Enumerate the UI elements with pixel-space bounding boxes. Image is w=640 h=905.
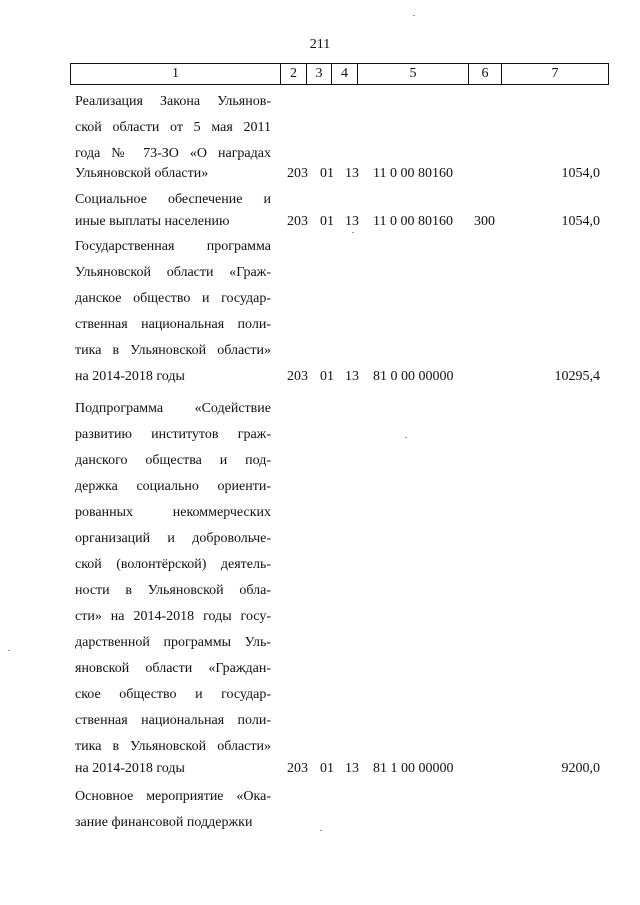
scan-speck bbox=[405, 437, 407, 438]
row-text-line: ской области от 5 мая 2011 bbox=[75, 120, 271, 135]
cell-col-4: 13 bbox=[345, 369, 359, 384]
row-text-line: Государственная программа bbox=[75, 239, 271, 254]
scan-speck bbox=[413, 15, 415, 16]
row-text-line: рованных некоммерческих bbox=[75, 505, 271, 520]
row-text-line: развитию институтов граж- bbox=[75, 427, 271, 442]
row-text-line: года № 73-ЗО «О наградах bbox=[75, 146, 271, 161]
row-text-line: на 2014-2018 годы bbox=[75, 761, 185, 776]
header-col-2: 2 bbox=[290, 66, 297, 81]
row-text-line: ственная национальная поли- bbox=[75, 713, 271, 728]
row-text-line: яновской области «Граждан- bbox=[75, 661, 271, 676]
cell-col-3: 01 bbox=[320, 214, 334, 229]
row-text-line: Ульяновской области» bbox=[75, 166, 209, 181]
cell-col-2: 203 bbox=[287, 214, 308, 229]
row-text-line: тика в Ульяновской области» bbox=[75, 739, 271, 754]
cell-col-7: 9200,0 bbox=[561, 761, 600, 776]
row-text-line: Ульяновской области «Граж- bbox=[75, 265, 271, 280]
row-text-line: дарственной программы Уль- bbox=[75, 635, 271, 650]
scan-speck bbox=[320, 830, 322, 831]
row-text-line: иные выплаты населению bbox=[75, 214, 230, 229]
row-text-line: данского общества и под- bbox=[75, 453, 271, 468]
cell-col-2: 203 bbox=[287, 369, 308, 384]
header-col-7: 7 bbox=[551, 66, 559, 81]
page-number: 211 bbox=[309, 37, 331, 52]
header-col-3: 3 bbox=[315, 66, 323, 81]
scan-speck bbox=[352, 232, 354, 233]
header-col-4: 4 bbox=[341, 66, 348, 81]
row-text-line: ской (волонтёрской) деятель- bbox=[75, 557, 271, 572]
row-text-line: Социальное обеспечение и bbox=[75, 192, 271, 207]
cell-col-5: 11 0 00 80160 bbox=[373, 214, 453, 229]
header-col-5: 5 bbox=[409, 66, 417, 81]
row-text-line: ственная национальная поли- bbox=[75, 317, 271, 332]
row-text-line: Подпрограмма «Содействие bbox=[75, 401, 271, 416]
cell-col-3: 01 bbox=[320, 369, 334, 384]
row-text-line: тика в Ульяновской области» bbox=[75, 343, 271, 358]
row-text-line: Реализация Закона Ульянов- bbox=[75, 94, 271, 109]
cell-col-5: 81 1 00 00000 bbox=[373, 761, 454, 776]
cell-col-4: 13 bbox=[345, 166, 359, 181]
row-text-line: на 2014-2018 годы bbox=[75, 369, 185, 384]
cell-col-5: 11 0 00 80160 bbox=[373, 166, 453, 181]
header-col-1: 1 bbox=[172, 66, 179, 81]
row-text-line: зание финансовой поддержки bbox=[75, 815, 253, 830]
cell-col-5: 81 0 00 00000 bbox=[373, 369, 454, 384]
cell-col-4: 13 bbox=[345, 761, 359, 776]
row-text-line: ности в Ульяновской обла- bbox=[75, 583, 271, 598]
header-col-6: 6 bbox=[481, 66, 489, 81]
cell-col-7: 1054,0 bbox=[561, 214, 600, 229]
cell-col-7: 1054,0 bbox=[561, 166, 600, 181]
row-text-line: держка социально ориенти- bbox=[75, 479, 271, 494]
row-text-line: Основное мероприятие «Ока- bbox=[75, 789, 271, 804]
cell-col-6: 300 bbox=[474, 214, 495, 229]
scan-speck bbox=[8, 650, 10, 651]
cell-col-3: 01 bbox=[320, 761, 334, 776]
cell-col-4: 13 bbox=[345, 214, 359, 229]
row-text-line: сти» на 2014-2018 годы госу- bbox=[75, 609, 271, 624]
cell-col-7: 10295,4 bbox=[554, 369, 600, 384]
cell-col-3: 01 bbox=[320, 166, 334, 181]
row-text-line: ское общество и государ- bbox=[75, 687, 271, 702]
cell-col-2: 203 bbox=[287, 761, 308, 776]
row-text-line: организаций и добровольче- bbox=[75, 531, 271, 546]
row-text-line: данское общество и государ- bbox=[75, 291, 271, 306]
cell-col-2: 203 bbox=[287, 166, 308, 181]
